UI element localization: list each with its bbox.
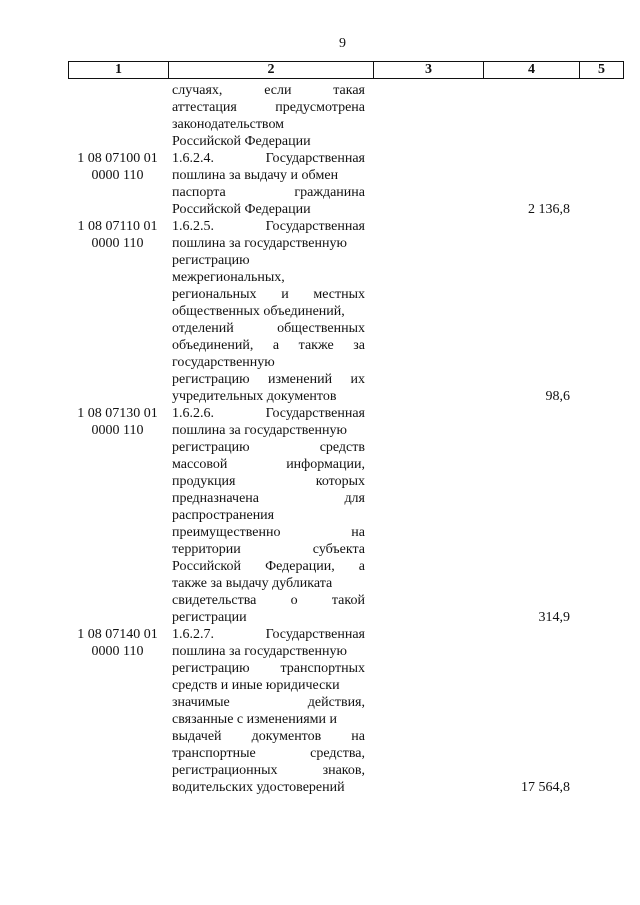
- column-header-table: [68, 61, 624, 79]
- description-line: [172, 575, 365, 592]
- description-word: 1.6.2.4.: [172, 151, 214, 166]
- column-header-5: 5: [580, 62, 624, 79]
- description-line: [172, 82, 365, 99]
- description-line: [172, 677, 365, 694]
- table-row: [68, 82, 621, 150]
- description-word: предназначена: [172, 491, 259, 506]
- description-word: регистрационных: [172, 763, 278, 778]
- description-line: [172, 371, 365, 388]
- description-word: а: [358, 559, 365, 574]
- budget-rows: [68, 82, 621, 796]
- description-word: пошлина за государственную: [172, 644, 347, 659]
- description-line: [172, 439, 365, 456]
- item-description: [172, 82, 365, 150]
- description-word: 1.6.2.6.: [172, 406, 214, 421]
- amount-value: 2 136,8: [528, 202, 570, 217]
- description-word: предусмотрена: [275, 100, 365, 115]
- budget-code: [68, 626, 167, 660]
- description-line: [172, 456, 365, 473]
- description-word: 1.6.2.7.: [172, 627, 214, 642]
- description-word: Государственная: [265, 151, 365, 166]
- budget-code-line: 0000 110: [91, 644, 144, 659]
- description-line: [172, 524, 365, 541]
- description-word: и: [281, 287, 289, 302]
- description-line: [172, 99, 365, 116]
- description-word: связанные с изменениями и: [172, 712, 338, 727]
- description-word: объединений,: [172, 338, 254, 353]
- description-line: [172, 643, 365, 660]
- item-description: [172, 405, 365, 626]
- description-word: информации,: [286, 457, 365, 472]
- description-word: свидетельства: [172, 593, 257, 608]
- description-line: [172, 235, 365, 252]
- description-line: [172, 694, 365, 711]
- description-word: местных: [313, 287, 365, 302]
- description-line: [172, 405, 365, 422]
- description-line: [172, 541, 365, 558]
- description-line: [172, 388, 365, 405]
- description-line: [172, 354, 365, 371]
- description-word: территории: [172, 542, 241, 557]
- budget-code-line: 0000 110: [91, 423, 144, 438]
- description-word: учредительных документов: [172, 389, 337, 404]
- description-word: гражданина: [294, 185, 365, 200]
- column-header-3: 3: [374, 62, 484, 79]
- column-header-row: [69, 62, 624, 79]
- table-row: [68, 405, 621, 626]
- table-row: [68, 150, 621, 218]
- description-word: аттестация: [172, 100, 237, 115]
- description-word: на: [351, 525, 365, 540]
- description-word: если: [264, 83, 292, 98]
- description-word: средств и иные юридически: [172, 678, 340, 693]
- description-word: Российской: [172, 559, 241, 574]
- description-word: Российской Федерации: [172, 202, 311, 217]
- description-line: [172, 269, 365, 286]
- description-word: такой: [331, 593, 365, 608]
- description-word: продукция: [172, 474, 236, 489]
- description-word: такая: [333, 83, 365, 98]
- description-line: [172, 660, 365, 677]
- description-word: для: [344, 491, 365, 506]
- description-line: [172, 609, 365, 626]
- description-line: [172, 201, 365, 218]
- description-line: [172, 473, 365, 490]
- description-line: [172, 116, 365, 133]
- description-word: пошлина за государственную: [172, 423, 347, 438]
- budget-code-line: 1 08 07140 01: [77, 627, 158, 642]
- description-word: преимущественно: [172, 525, 281, 540]
- description-line: [172, 303, 365, 320]
- description-word: законодательством: [172, 117, 285, 132]
- description-line: [172, 133, 365, 150]
- description-word: Российской Федерации: [172, 134, 311, 149]
- column-header-1: 1: [69, 62, 169, 79]
- table-row: [68, 218, 621, 405]
- description-word: транспортных: [280, 661, 365, 676]
- description-word: их: [350, 372, 365, 387]
- description-line: [172, 252, 365, 269]
- description-word: регистрацию: [172, 440, 250, 455]
- description-line: [172, 184, 365, 201]
- description-word: действия,: [307, 695, 365, 710]
- description-word: значимые: [172, 695, 230, 710]
- description-line: [172, 507, 365, 524]
- amount-value: 17 564,8: [521, 780, 570, 795]
- description-line: [172, 337, 365, 354]
- description-line: [172, 286, 365, 303]
- description-word: регистрацию: [172, 372, 250, 387]
- description-word: пошлина за выдачу и обмен: [172, 168, 339, 183]
- description-word: также: [298, 338, 334, 353]
- amount-value: 314,9: [538, 610, 570, 625]
- budget-code-line: 0000 110: [91, 168, 144, 183]
- description-word: также за выдачу дубликата: [172, 576, 333, 591]
- description-line: [172, 762, 365, 779]
- description-line: [172, 150, 365, 167]
- item-description: [172, 218, 365, 405]
- description-line: [172, 779, 365, 796]
- budget-code-line: 0000 110: [91, 236, 144, 251]
- description-word: общественных объединений,: [172, 304, 345, 319]
- table-row: [68, 626, 621, 796]
- description-line: [172, 745, 365, 762]
- description-word: Государственная: [265, 406, 365, 421]
- description-word: Государственная: [265, 627, 365, 642]
- description-word: знаков,: [322, 763, 365, 778]
- description-word: паспорта: [172, 185, 226, 200]
- description-word: государственную: [172, 355, 275, 370]
- amount-value: 98,6: [545, 389, 570, 404]
- description-word: массовой: [172, 457, 228, 472]
- description-word: средства,: [310, 746, 365, 761]
- description-line: [172, 167, 365, 184]
- description-word: субъекта: [312, 542, 365, 557]
- description-line: [172, 490, 365, 507]
- budget-code-line: 1 08 07110 01: [77, 219, 158, 234]
- description-line: [172, 422, 365, 439]
- description-line: [172, 320, 365, 337]
- description-word: межрегиональных,: [172, 270, 285, 285]
- description-word: случаях,: [172, 83, 223, 98]
- description-line: [172, 592, 365, 609]
- description-line: [172, 626, 365, 643]
- description-word: пошлина за государственную: [172, 236, 347, 251]
- description-word: распространения: [172, 508, 275, 523]
- description-word: транспортные: [172, 746, 256, 761]
- description-word: регистрацию: [172, 661, 250, 676]
- description-word: общественных: [277, 321, 365, 336]
- description-word: которых: [315, 474, 365, 489]
- item-description: [172, 626, 365, 796]
- description-word: выдачей: [172, 729, 222, 744]
- budget-code-line: 1 08 07130 01: [77, 406, 158, 421]
- description-line: [172, 711, 365, 728]
- budget-code: [68, 150, 167, 184]
- page-number: 9: [339, 36, 346, 51]
- item-description: [172, 150, 365, 218]
- description-word: за: [353, 338, 365, 353]
- description-line: [172, 558, 365, 575]
- description-word: средств: [319, 440, 365, 455]
- description-word: регистрации: [172, 610, 247, 625]
- description-word: а: [272, 338, 280, 353]
- budget-code: [68, 405, 167, 439]
- description-word: 1.6.2.5.: [172, 219, 214, 234]
- description-word: отделений: [172, 321, 234, 336]
- budget-code-line: 1 08 07100 01: [77, 151, 158, 166]
- budget-code: [68, 218, 167, 252]
- column-header-4: 4: [484, 62, 580, 79]
- description-word: водительских удостоверений: [172, 780, 345, 795]
- description-word: регистрацию: [172, 253, 250, 268]
- description-line: [172, 218, 365, 235]
- description-word: документов: [251, 729, 322, 744]
- description-word: о: [290, 593, 298, 608]
- description-word: Государственная: [265, 219, 365, 234]
- description-word: изменений: [268, 372, 333, 387]
- description-line: [172, 728, 365, 745]
- column-header-2: 2: [169, 62, 374, 79]
- description-word: Федерации,: [265, 559, 335, 574]
- description-word: региональных: [172, 287, 257, 302]
- description-word: на: [351, 729, 365, 744]
